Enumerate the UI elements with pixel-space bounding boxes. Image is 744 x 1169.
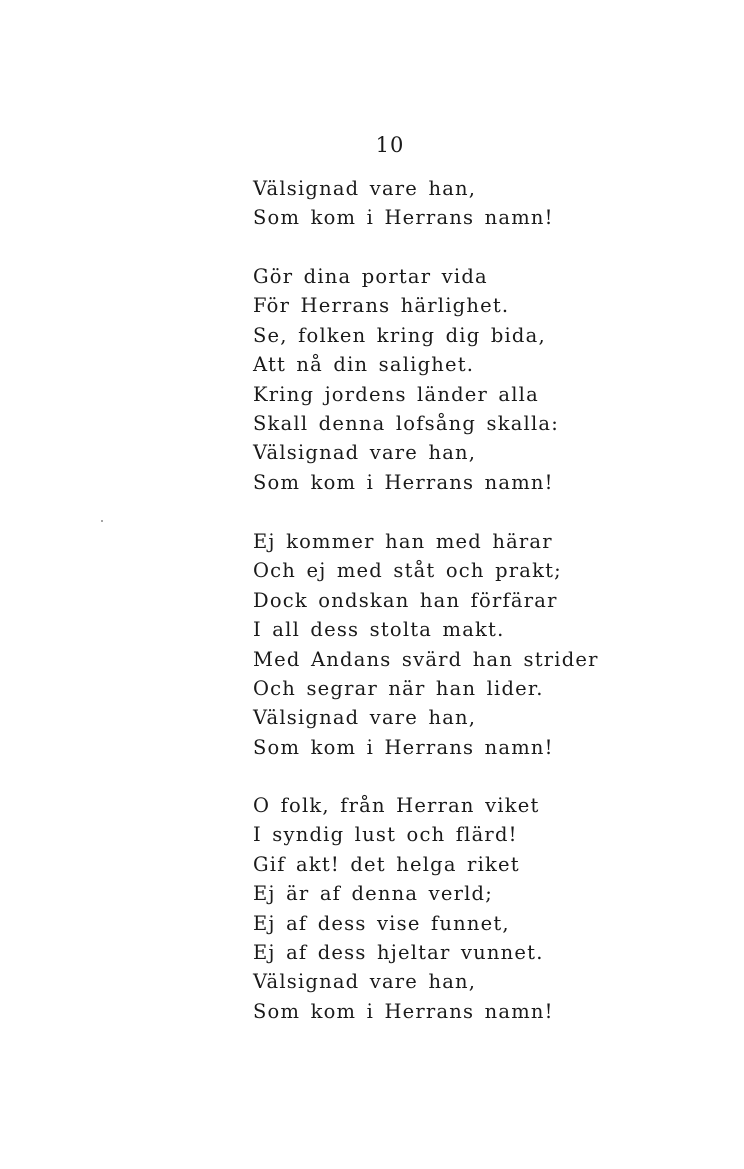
verse-line: Välsignad vare han, [253, 441, 477, 465]
verse-line: Som kom i Herrans namn! [253, 206, 554, 230]
verse-line: Kring jordens länder alla [253, 382, 539, 406]
verse-line: Med Andans svärd han strider [253, 647, 599, 671]
verse-line: För Herrans härlighet. [253, 294, 510, 318]
verse-line: Att nå din salighet. [253, 353, 475, 377]
verse-line: Ej är af denna verld; [253, 882, 493, 906]
page-number: 10 [375, 133, 405, 157]
verse-line: Som kom i Herrans namn! [253, 999, 554, 1023]
verse-line: I syndig lust och flärd! [253, 823, 518, 847]
verse-line: O folk, från Herran viket [253, 794, 540, 817]
verse-line: Ej af dess hjeltar vunnet. [253, 941, 544, 965]
verse-line: Gör dina portar vida [253, 265, 488, 288]
verse-line: Välsignad vare han, [253, 706, 477, 730]
print-speck [101, 520, 103, 522]
verse-line: Skall denna lofsång skalla: [253, 412, 560, 436]
verse-line: Se, folken kring dig bida, [253, 323, 546, 347]
verse-line: Välsignad vare han, [253, 177, 477, 200]
stanza-1 [253, 174, 723, 233]
verse-line: Och ej med ståt och prakt; [253, 559, 562, 583]
verse-line: Välsignad vare han, [253, 970, 477, 994]
verse-line: Gif akt! det helga riket [253, 852, 520, 876]
verse-line: Och segrar när han lider. [253, 677, 544, 701]
verse-line: Dock ondskan han förfärar [253, 588, 558, 612]
stanza-3 [253, 527, 723, 762]
verse-line: Som kom i Herrans namn! [253, 470, 554, 494]
stanza-4 [253, 791, 723, 1026]
verse-line: Ej kommer han med härar [253, 530, 553, 553]
verse-line: Som kom i Herrans namn! [253, 735, 554, 759]
verse-line: Ej af dess vise funnet, [253, 911, 510, 935]
stanza-2 [253, 262, 723, 497]
verse-line: I all dess stolta makt. [253, 618, 505, 642]
